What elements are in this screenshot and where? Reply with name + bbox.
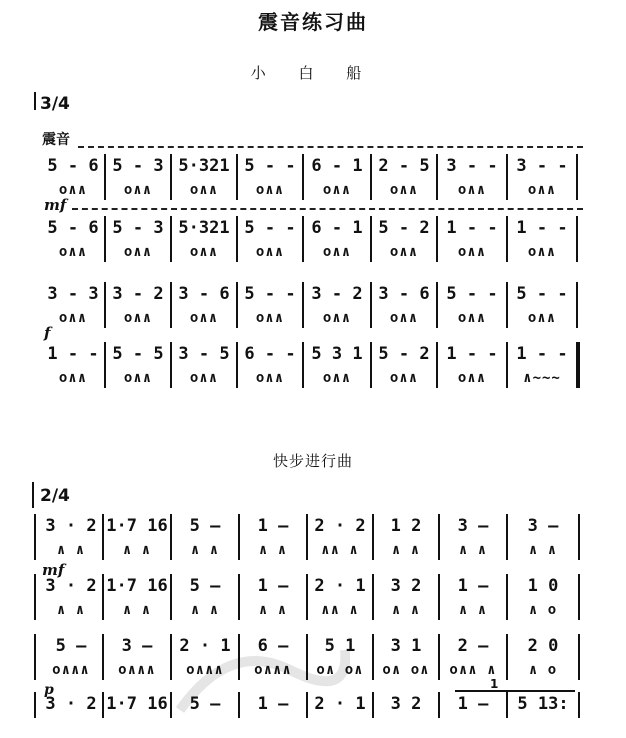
measure-notes: 3 · 2 (45, 516, 97, 536)
measure-notes: 2 · 1 (314, 694, 366, 714)
measure-strokes: o∧∧ (189, 182, 219, 198)
measure-strokes: ∧∧ ∧ (321, 542, 359, 558)
bar-line (578, 692, 580, 718)
bar-line (102, 574, 104, 620)
bar-line (506, 692, 508, 718)
measure-strokes: o∧∧ (189, 370, 219, 386)
bar-line (370, 342, 372, 388)
bar-line (578, 514, 580, 560)
measure-notes: 5 - 6 (47, 218, 99, 238)
notation-row (0, 692, 626, 716)
bar-line (306, 574, 308, 620)
bar-line (438, 634, 440, 680)
bar-line (506, 634, 508, 680)
bar-line (102, 692, 104, 718)
bar-line (238, 514, 240, 560)
measure-notes: 3 — (527, 516, 559, 536)
measure-strokes: ∧ ∧ (122, 602, 152, 618)
measure-notes: 3 1 (390, 636, 422, 656)
measure-strokes: ∧ ∧ (391, 602, 421, 618)
measure-strokes: o∧∧ (58, 370, 88, 386)
measure-notes: 3 · 2 (45, 694, 97, 714)
measure-strokes: o∧∧ (527, 182, 557, 198)
measure-notes: 3 - - (516, 156, 568, 176)
bar-line (436, 216, 438, 262)
stroke-row (0, 660, 626, 680)
bar-line (576, 216, 578, 262)
measure-notes: 3 · 2 (45, 576, 97, 596)
bar-line (104, 282, 106, 328)
measure-strokes: ∧∧ ∧ (321, 602, 359, 618)
measure-notes: 3 - 2 (112, 284, 164, 304)
measure-notes: 2 · 1 (179, 636, 231, 656)
measure-strokes: ∧ ∧ (528, 542, 558, 558)
notation-row (0, 216, 626, 240)
dynamic-marking: mf (44, 196, 67, 214)
measure-notes: 2 — (457, 636, 489, 656)
measure-strokes: ∧ o (528, 662, 558, 678)
measure-strokes: o∧∧∧ (254, 662, 292, 678)
bar-line (170, 282, 172, 328)
measure-notes: 6 - - (244, 344, 296, 364)
measure-strokes: ∧ o (528, 602, 558, 618)
measure-strokes: o∧∧∧ (52, 662, 90, 678)
bar-line (506, 342, 508, 388)
measure-strokes: o∧∧ (389, 182, 419, 198)
measure-notes: 3 - - (446, 156, 498, 176)
measure-strokes: o∧∧ (123, 370, 153, 386)
bar-line (578, 574, 580, 620)
measure-strokes: ∧ ∧ (258, 602, 288, 618)
measure-strokes: o∧ o∧ (382, 662, 430, 678)
bar-line (236, 154, 238, 200)
measure-notes: 5 - 2 (378, 218, 430, 238)
measure-strokes: ∧~~~ (523, 370, 561, 386)
measure-strokes: o∧∧ (255, 244, 285, 260)
system-bracket (34, 574, 36, 620)
notation-row (0, 342, 626, 366)
bar-line (372, 634, 374, 680)
measure-strokes: o∧∧ (389, 244, 419, 260)
measure-strokes: ∧ ∧ (190, 542, 220, 558)
measure-notes: 6 - 1 (311, 156, 363, 176)
measure-strokes: ∧ ∧ (122, 542, 152, 558)
measure-strokes: o∧∧ (255, 182, 285, 198)
measure-notes: 5 — (189, 516, 221, 536)
measure-notes: 5 - - (244, 156, 296, 176)
measure-strokes: o∧∧∧ (118, 662, 156, 678)
stroke-row (0, 308, 626, 328)
measure-strokes: o∧∧ (322, 310, 352, 326)
bar-line (576, 154, 578, 200)
bar-line (236, 216, 238, 262)
measure-notes: 5 - 2 (378, 344, 430, 364)
bar-line (104, 216, 106, 262)
measure-strokes: ∧ ∧ (391, 542, 421, 558)
measure-notes: 1 - - (446, 344, 498, 364)
measure-notes: 1 - - (516, 344, 568, 364)
measure-notes: 3 — (457, 516, 489, 536)
measure-strokes: o∧∧ (527, 310, 557, 326)
measure-strokes: o∧∧ (457, 182, 487, 198)
measure-notes: 3 - 6 (378, 284, 430, 304)
bar-line (506, 154, 508, 200)
bar-line (170, 216, 172, 262)
bar-line (436, 154, 438, 200)
measure-strokes: ∧ ∧ (56, 542, 86, 558)
measure-strokes: o∧∧ (255, 370, 285, 386)
measure-notes: 1·7 16 (106, 694, 168, 714)
measure-notes: 5 3 1 (311, 344, 363, 364)
bar-line (576, 342, 580, 388)
measure-strokes: o∧∧ (322, 182, 352, 198)
measure-strokes: o∧∧ (189, 244, 219, 260)
bar-line (506, 574, 508, 620)
system-bracket (34, 634, 36, 680)
bar-line (506, 514, 508, 560)
song1-title: 小 白 船 (250, 64, 376, 82)
bar-line (306, 514, 308, 560)
measure-strokes: ∧ ∧ (190, 602, 220, 618)
bar-line (438, 692, 440, 718)
bar-line (436, 342, 438, 388)
notation-row (0, 514, 626, 538)
measure-strokes: o∧∧ (58, 182, 88, 198)
stroke-row (0, 368, 626, 388)
dynamic-marking: f (44, 324, 51, 342)
measure-strokes: o∧∧ (457, 370, 487, 386)
notation-row (0, 282, 626, 306)
measure-notes: 5 13: (517, 694, 569, 714)
bar-line (436, 282, 438, 328)
bar-line (102, 514, 104, 560)
measure-notes: 1 — (457, 576, 489, 596)
measure-notes: 2 - 5 (378, 156, 430, 176)
measure-strokes: o∧∧ (58, 310, 88, 326)
measure-notes: 5 - 5 (112, 344, 164, 364)
bar-line (506, 216, 508, 262)
measure-strokes: o∧∧ ∧ (449, 662, 497, 678)
bar-line (238, 692, 240, 718)
notation-row (0, 574, 626, 598)
measure-notes: 3 - 5 (178, 344, 230, 364)
measure-strokes: ∧ ∧ (56, 602, 86, 618)
measure-notes: 3 - 2 (311, 284, 363, 304)
bar-line (236, 342, 238, 388)
bar-line (104, 154, 106, 200)
bar-line (306, 634, 308, 680)
measure-notes: 1·7 16 (106, 516, 168, 536)
bar-line (370, 154, 372, 200)
measure-strokes: ∧ ∧ (258, 542, 288, 558)
stroke-row (0, 242, 626, 262)
tremolo-dashed-line (78, 146, 583, 148)
measure-notes: 5 - - (516, 284, 568, 304)
measure-notes: 6 — (257, 636, 289, 656)
measure-strokes: o∧∧ (123, 244, 153, 260)
bar-line (238, 574, 240, 620)
measure-notes: 1 — (457, 694, 489, 714)
measure-notes: 3 2 (390, 694, 422, 714)
measure-notes: 1 — (257, 694, 289, 714)
song1-time-signature: 3/4 (40, 94, 70, 114)
measure-notes: 5 — (189, 576, 221, 596)
measure-strokes: o∧∧ (457, 244, 487, 260)
measure-notes: 2 · 1 (314, 576, 366, 596)
measure-strokes: o∧∧ (123, 182, 153, 198)
measure-strokes: o∧ o∧ (316, 662, 364, 678)
bar-line (372, 692, 374, 718)
measure-notes: 3 2 (390, 576, 422, 596)
measure-strokes: o∧∧ (322, 244, 352, 260)
bar-line (236, 282, 238, 328)
measure-strokes: ∧ ∧ (458, 542, 488, 558)
dynamic-marking: p (44, 682, 54, 698)
measure-notes: 5 - - (244, 284, 296, 304)
bar-line (578, 634, 580, 680)
stroke-row (0, 600, 626, 620)
measure-notes: 1·7 16 (106, 576, 168, 596)
measure-notes: 3 - 6 (178, 284, 230, 304)
measure-notes: 3 - 3 (47, 284, 99, 304)
measure-notes: 1 - - (47, 344, 99, 364)
stroke-row (0, 180, 626, 200)
measure-notes: 3 — (121, 636, 153, 656)
page-title: 震音练习曲 (258, 10, 368, 34)
measure-strokes: ∧ ∧ (458, 602, 488, 618)
measure-notes: 5 — (189, 694, 221, 714)
bar-line (104, 342, 106, 388)
bar-line (372, 514, 374, 560)
measure-notes: 5 1 (324, 636, 356, 656)
measure-notes: 1 - - (446, 218, 498, 238)
measure-notes: 5 - 3 (112, 218, 164, 238)
measure-notes: 5 — (55, 636, 87, 656)
bar-line (238, 634, 240, 680)
bar-line (306, 692, 308, 718)
measure-strokes: o∧∧ (527, 244, 557, 260)
bar-line (302, 282, 304, 328)
dynamic-marking: mf (42, 561, 65, 579)
measure-notes: 2 0 (527, 636, 559, 656)
measure-notes: 2 · 2 (314, 516, 366, 536)
song2-time-signature: 2/4 (40, 486, 70, 506)
bar-line (302, 154, 304, 200)
bar-line (370, 282, 372, 328)
tremolo-dashed-line (72, 208, 583, 210)
volta-label: 1 (490, 677, 499, 691)
bar-line (170, 342, 172, 388)
system-bracket (34, 692, 36, 718)
bar-line (302, 216, 304, 262)
bar-line (302, 342, 304, 388)
measure-strokes: o∧∧∧ (186, 662, 224, 678)
stroke-row (0, 540, 626, 560)
bar-line (170, 574, 172, 620)
measure-strokes: o∧∧ (255, 310, 285, 326)
measure-strokes: o∧∧ (58, 244, 88, 260)
measure-notes: 5 - - (244, 218, 296, 238)
bar-line (102, 634, 104, 680)
measure-notes: 6 - 1 (311, 218, 363, 238)
measure-strokes: o∧∧ (389, 310, 419, 326)
measure-notes: 1 0 (527, 576, 559, 596)
measure-strokes: o∧∧ (457, 310, 487, 326)
bar-line (170, 514, 172, 560)
measure-strokes: o∧∧ (123, 310, 153, 326)
measure-notes: 1 — (257, 516, 289, 536)
bar-line (438, 514, 440, 560)
song2-bracket (32, 482, 34, 508)
measure-notes: 5 - - (446, 284, 498, 304)
measure-notes: 5 - 6 (47, 156, 99, 176)
bar-line (372, 574, 374, 620)
measure-notes: 1 — (257, 576, 289, 596)
bar-line (170, 634, 172, 680)
measure-notes: 5·321 (178, 156, 230, 176)
bar-line (506, 282, 508, 328)
measure-strokes: o∧∧ (189, 310, 219, 326)
song1-bracket (34, 92, 36, 110)
stroke-row (0, 718, 626, 738)
bar-line (438, 574, 440, 620)
bar-line (170, 692, 172, 718)
bar-line (170, 154, 172, 200)
song2-title: 快步进行曲 (272, 452, 353, 470)
notation-row (0, 634, 626, 658)
measure-strokes: o∧∧ (322, 370, 352, 386)
measure-notes: 5·321 (178, 218, 230, 238)
measure-notes: 1 - - (516, 218, 568, 238)
bar-line (370, 216, 372, 262)
bar-line (576, 282, 578, 328)
measure-strokes: o∧∧ (389, 370, 419, 386)
system-bracket (34, 514, 36, 560)
tremolo-label: 震音 (42, 132, 70, 148)
notation-row (0, 154, 626, 178)
measure-notes: 5 - 3 (112, 156, 164, 176)
measure-notes: 1 2 (390, 516, 422, 536)
